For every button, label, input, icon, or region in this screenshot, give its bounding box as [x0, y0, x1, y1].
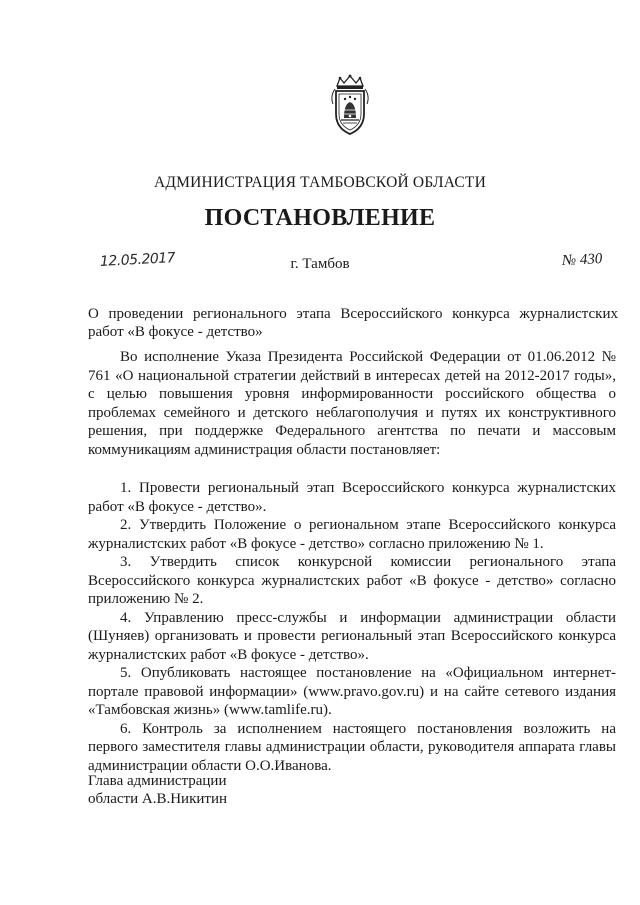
coat-of-arms-icon	[327, 74, 373, 136]
document-body	[88, 348, 616, 775]
signature-block	[88, 772, 227, 808]
preamble-paragraph: Во исполнение Указа Президента Российской Федерации от 01.06.2012 № 761 «О национальной стратегии действий в интересах детей на 2012-2017 годы», с целью повышения уровня информированности российского общества о проблемах семейного и детского неблагополучия и путях их конструктивного решения, при поддержке Федерального агентства по печати и массовым коммуникациям администрация области постановляет:	[88, 349, 616, 458]
resolution-item-5: 5. Опубликовать настоящее постановление на «Официальном интернет-портале правовой информации» (www.pravo.gov.ru) и на сайте сетевого издания «Тамбовская жизнь» (www.tamlife.ru).	[88, 665, 616, 718]
resolution-item-4: 4. Управлению пресс-службы и информации администрации области (Шуняев) организовать и провести региональный этап Всероссийского конкурса журналистских работ «В фокусе - детство».	[88, 609, 616, 663]
resolution-item-3: 3. Утвердить список конкурсной комиссии регионального этапа Всероссийского конкурса журналистских работ «В фокусе - детство» согласно приложению № 2.	[88, 554, 616, 607]
signature-name: области А.В.Никитин	[88, 791, 228, 807]
resolution-item-1: 1. Провести региональный этап Всероссийского конкурса журналистских работ «В фокусе - детство».	[88, 480, 616, 515]
resolution-item-2: 2. Утвердить Положение о региональном этапе Всероссийского конкурса журналистских работ «В фокусе - детство» согласно приложению № 1.	[88, 517, 616, 552]
document-date: 12.05.2017	[99, 250, 176, 270]
signature-title: Глава администрации	[88, 773, 227, 789]
document-city: г. Тамбов	[290, 256, 350, 272]
document-subject: О проведении регионального этапа Всероссийского конкурса журналистских работ «В фокусе - детство»	[88, 306, 618, 340]
organization-title: АДМИНИСТРАЦИЯ ТАМБОВСКОЙ ОБЛАСТИ	[154, 174, 486, 191]
resolution-item-6: 6. Контроль за исполнением настоящего постановления возложить на первого заместителя главы администрации области, руководителя аппарата главы администрации области О.О.Иванова.	[88, 720, 616, 774]
document-number: № 430	[561, 250, 603, 270]
document-type-heading: ПОСТАНОВЛЕНИЕ	[204, 205, 436, 231]
